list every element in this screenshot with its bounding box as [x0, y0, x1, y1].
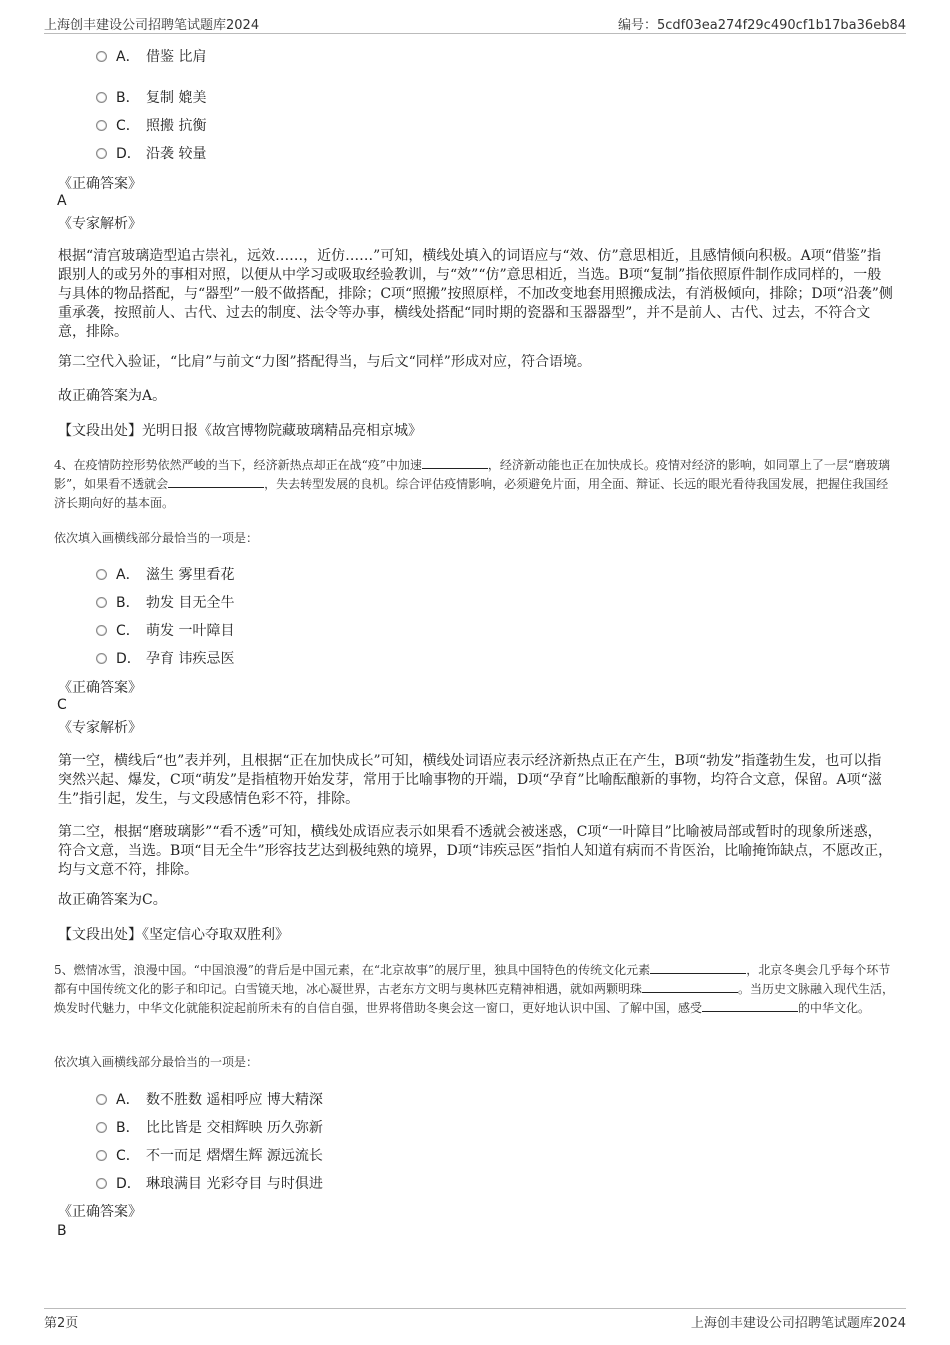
q5-option-a[interactable]: A． 数不胜数 遥相呼应 博大精深 [96, 1090, 323, 1110]
q5-answer: B [57, 1223, 67, 1239]
q5-prompt: 依次填入画横线部分最恰当的一项是： [54, 1055, 259, 1069]
q5-option-c[interactable]: C． 不一而足 熠熠生辉 源远流长 [96, 1146, 323, 1166]
radio-icon[interactable] [96, 92, 107, 103]
radio-icon[interactable] [96, 120, 107, 131]
radio-icon[interactable] [96, 1178, 107, 1189]
q4-option-b[interactable]: B． 勃发 目无全牛 [96, 593, 234, 613]
q4-answer: C [57, 697, 67, 713]
q5-stem: 5、燃情冰雪，浪漫中国。“中国浪漫”的背后是中国元素，在“北京故事”的展厅里，独具中国特色的传统文化元素 ，北京冬奥会几乎每个环节都有中国传统文化的影子和印记。白雪镜天地，冰心凝世界，古老东方文明与奥林匹克精神相遇，就如两颗明珠 。当历史文脉融入现代生活，焕发时代魅力，中华文化就能积淀起前所未有的自信自强，世界将借助冬奥会这一窗口，更好地认识中国、了解中国，感受 的中华文化。 [54, 963, 895, 1015]
q4-analysis-title: 《专家解析》 [58, 720, 142, 736]
blank-line [642, 980, 738, 993]
q4-option-d[interactable]: D． 孕育 讳疾忌医 [96, 649, 234, 669]
q3-analysis-conclusion: 故正确答案为A。 [58, 388, 167, 404]
q3-option-d[interactable]: D． 沿袭 较量 [96, 144, 206, 164]
q4-option-c[interactable]: C． 萌发 一叶障目 [96, 621, 234, 641]
q3-answer-title: 《正确答案》 [58, 176, 142, 192]
page-footer [44, 1312, 906, 1330]
q3-option-b[interactable]: B． 复制 媲美 [96, 88, 206, 108]
radio-icon[interactable] [96, 51, 107, 62]
page-number: 第2页 [44, 1316, 79, 1331]
q3-option-a[interactable]: A． 借鉴 比肩 [96, 47, 206, 67]
q4-option-a[interactable]: A． 滋生 雾里看花 [96, 565, 234, 585]
q4-prompt: 依次填入画横线部分最恰当的一项是： [54, 531, 259, 545]
q3-answer: A [57, 193, 67, 209]
radio-icon[interactable] [96, 653, 107, 664]
header-divider [44, 33, 906, 34]
radio-icon[interactable] [96, 1122, 107, 1133]
blank-line [168, 475, 264, 488]
header-doc-id: 编号：5cdf03ea274f29c490cf1b17ba36eb84 [618, 18, 906, 33]
radio-icon[interactable] [96, 597, 107, 608]
q4-analysis-paragraph: 第二空，根据“磨玻璃影”“看不透”可知，横线处成语应表示如果看不透就会被迷惑，C项“一叶障目”比喻被局部或暂时的现象所迷惑，符合文意，当选。B项“目无全牛”形容技艺达到极纯熟的境界，D项“讳疾忌医”指怕人知道有病而不肯医治，比喻掩饰缺点，不愿改正，均与文意不符，排除。 [58, 824, 893, 878]
radio-icon[interactable] [96, 569, 107, 580]
page-header [44, 14, 906, 32]
header-title: 上海创丰建设公司招聘笔试题库2024 [44, 18, 260, 33]
q4-analysis-paragraph: 第一空，横线后“也”表并列，且根据“正在加快成长”可知，横线处词语应表示经济新热点正在产生，B项“勃发”指蓬勃生发，也可以指突然兴起、爆发，C项“萌发”是指植物开始发芽，常用于比喻事物的开端，D项“孕育”比喻酝酿新的事物，均符合文意，保留。A项“滋生”指引起，发生，与文段感情色彩不符，排除。 [58, 753, 882, 807]
q4-answer-title: 《正确答案》 [58, 680, 142, 696]
q3-analysis-paragraph: 根据“清宫玻璃造型追古崇礼，远效……，近仿……”可知，横线处填入的词语应与“效、仿”意思相近，且感情倾向积极。A项“借鉴”指跟别人的或另外的事相对照，以便从中学习或吸取经验教训，与“效”“仿”意思相近，当选。B项“复制”指依照原件制作成同样的，一般与具体的物品搭配，与“器型”一般不做搭配，排除；C项“照搬”按照原样，不加改变地套用照搬成法，有消极倾向，排除；D项“沿袭”侧重承袭，按照前人、古代、过去的制度、法令等办事，横线处搭配“同时期的瓷器和玉器器型”，并不是前人、古代、过去，不符合文意，排除。 [58, 248, 893, 340]
radio-icon[interactable] [96, 625, 107, 636]
radio-icon[interactable] [96, 148, 107, 159]
q4-source: 【文段出处】《坚定信心夺取双胜利》 [58, 927, 289, 943]
radio-icon[interactable] [96, 1150, 107, 1161]
footer-divider [44, 1308, 906, 1309]
q4-stem: 4、在疫情防控形势依然严峻的当下，经济新热点却正在战“疫”中加速 ，经济新动能也正在加快成长。疫情对经济的影响，如同罩上了一层“磨玻璃影”，如果看不透就会 ，失去转型发展的良机。综合评估疫情影响，必须避免片面，用全面、辩证、长远的眼光看待我国发展，把握住我国经济长期向好的基本面。 [54, 458, 891, 510]
q3-analysis-title: 《专家解析》 [58, 216, 142, 232]
q5-option-d[interactable]: D． 琳琅满目 光彩夺目 与时俱进 [96, 1174, 323, 1194]
q3-source: 【文段出处】光明日报《故宫博物院藏玻璃精品亮相京城》 [58, 423, 422, 439]
blank-line [422, 456, 488, 469]
q5-answer-title: 《正确答案》 [58, 1204, 142, 1220]
blank-line [702, 999, 798, 1012]
q3-analysis-paragraph: 第二空代入验证，“比肩”与前文“力图”搭配得当，与后文“同样”形成对应，符合语境。 [58, 354, 591, 370]
radio-icon[interactable] [96, 1094, 107, 1105]
footer-title: 上海创丰建设公司招聘笔试题库2024 [690, 1316, 906, 1331]
blank-line [650, 961, 746, 974]
q3-option-c[interactable]: C． 照搬 抗衡 [96, 116, 206, 136]
q4-analysis-conclusion: 故正确答案为C。 [58, 892, 167, 908]
q5-option-b[interactable]: B． 比比皆是 交相辉映 历久弥新 [96, 1118, 323, 1138]
